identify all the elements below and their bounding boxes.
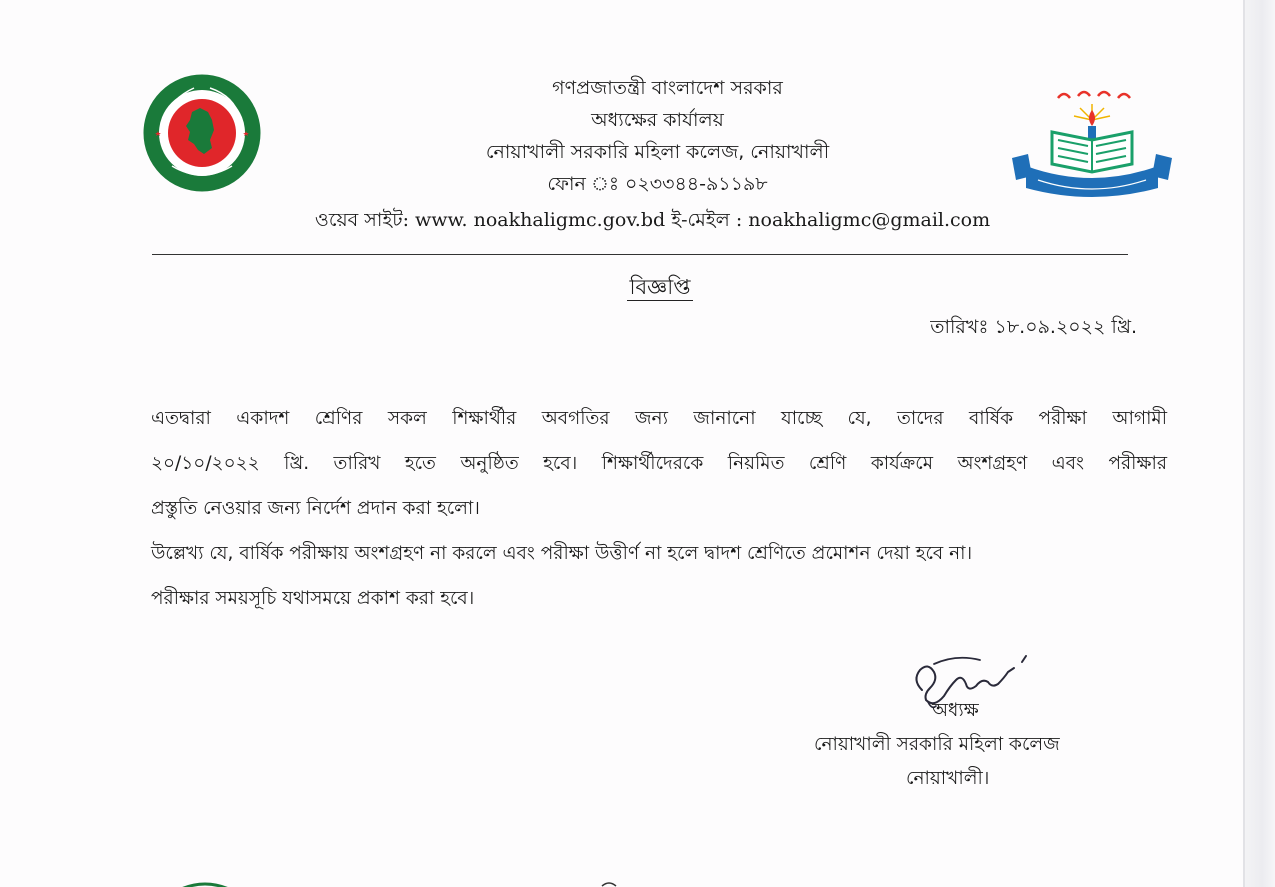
paragraph-2-text: উল্লেখ্য যে, বার্ষিক পরীক্ষায় অংশগ্রহণ না করলে এবং পরীক্ষা উত্তীর্ণ না হলে দ্বাদশ শ্রেণিতে প্রমোশন দেয়া হবে না। (151, 543, 973, 564)
paragraph-1-line-1: এতদ্বারা একাদশ শ্রেণির সকল শিক্ষার্থীর অবগতির জন্য জানানো যাচ্ছে যে, তাদের বার্ষিক পরীক্ষা আগামী (151, 408, 1167, 429)
website-email: ওয়েব সাইট: www. noakhaligmc.gov.bd ই-মেইল : noakhaligmc@gmail.com (314, 209, 991, 231)
stray-ink-mark (600, 880, 618, 887)
signatory-place: নোয়াখালী। (906, 768, 990, 789)
signatory-title: অধ্যক্ষ (932, 700, 979, 721)
notice-title (0, 272, 1275, 302)
notice-body (151, 396, 1167, 621)
notice-title-text: বিজ্ঞপ্তি (629, 275, 691, 299)
paragraph-2 (151, 531, 1167, 576)
header-divider (152, 254, 1128, 255)
paragraph-1-line-3: প্রস্তুতি নেওয়ার জন্য নির্দেশ প্রদান করা হলো। (151, 498, 480, 519)
college-name: নোয়াখালী সরকারি মহিলা কলেজ, নোয়াখালী (485, 141, 830, 163)
notice-date: তারিখঃ ১৮.০৯.২০২২ খ্রি. (930, 316, 1137, 338)
paragraph-1 (151, 396, 1167, 531)
paragraph-3-text: পরীক্ষার সময়সূচি যথাসময়ে প্রকাশ করা হবে। (151, 588, 475, 609)
paragraph-3 (151, 576, 1167, 621)
bottom-seal-edge (175, 878, 235, 887)
government-name: গণপ্রজাতন্ত্রী বাংলাদেশ সরকার (552, 77, 783, 99)
paragraph-1-line-2: ২০/১০/২০২২ খ্রি. তারিখ হতে অনুষ্ঠিত হবে। শিক্ষার্থীদেরকে নিয়মিত শ্রেণি কার্যক্রমে অংশগ্রহণ এবং পরীক্ষার (151, 453, 1167, 474)
letterhead (0, 72, 1275, 236)
signatory-college: নোয়াখালী সরকারি মহিলা কলেজ (814, 734, 1060, 755)
office-name: অধ্যক্ষের কার্যালয় (591, 109, 724, 131)
phone-number: ফোন ঃ ০২৩৩৪৪-৯১১৯৮ (547, 173, 768, 195)
